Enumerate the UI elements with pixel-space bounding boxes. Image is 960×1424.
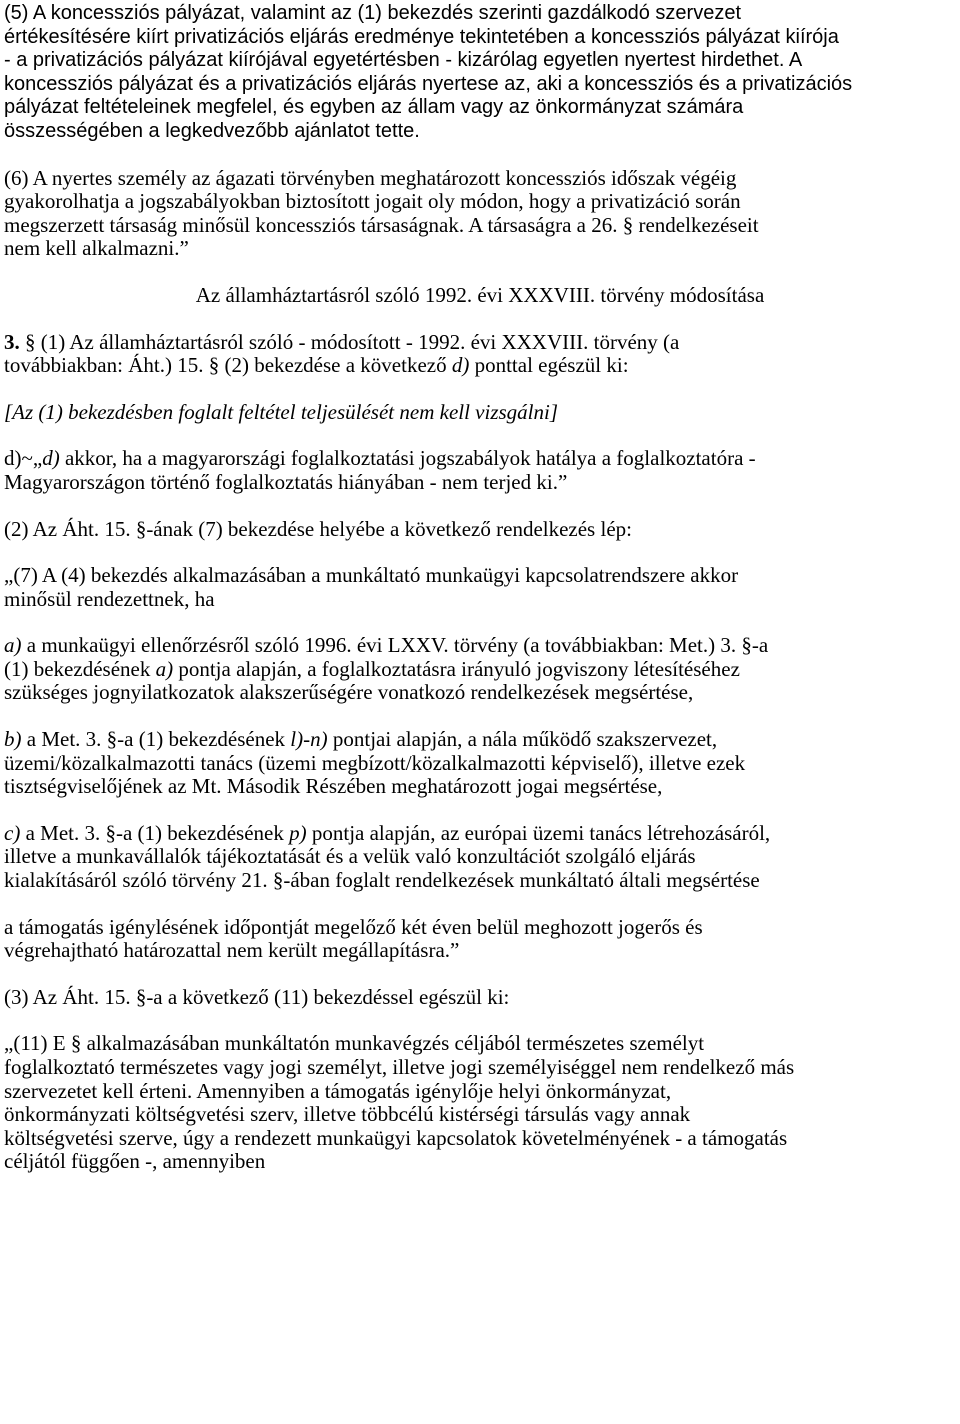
text-line: a támogatás igénylésének időpontját megelőző két éven belül meghozott jogerős és [4,914,703,939]
text-line: minősül rendezettnek, ha [4,586,215,611]
text-line [4,354,956,378]
text-span: pontja alapján, az európai üzemi tanács létrehozásáról, [306,820,771,845]
point-label: d) [451,353,470,378]
text-line: koncessziós pályázat és a privatizációs eljárás nyertese az, aki a koncessziós és a privatizációs [4,72,853,95]
text-line [4,331,956,355]
text-line: „(7) A (4) bekezdés alkalmazásában a munkáltató munkaügyi kapcsolatrendszere akkor [4,563,739,588]
text-span: a Met. 3. §-a (1) bekezdésének [20,820,290,845]
text-span: ponttal egészül ki: [469,353,629,378]
point-c [4,822,956,893]
section-number: 3. [4,329,20,354]
point-a [4,634,956,705]
text-line [4,634,956,658]
text-line: végrehajtható határozattal nem került megállapításra.” [4,938,460,963]
text-line: (5) A koncessziós pályázat, valamint az (1) bekezdés szerinti gazdálkodó szervezet [4,2,742,24]
point-label: b) [4,727,22,752]
text-line: pályázat feltételeinek megfelel, és egyben az állam vagy az önkormányzat számára [4,96,744,119]
text-line: - a privatizációs pályázat kiírójával egyetértésben - kizárólag egyetlen nyertest hirdethet. A [4,49,803,72]
section-3-paragraph-1 [4,331,956,378]
section-3-paragraph-3: (3) Az Áht. 15. §-a a következő (11) bekezdéssel egészül ki: [4,984,510,1009]
text-span: d)~„ [4,446,43,471]
text-line: üzemi/közalkalmazotti tanács (üzemi megbízott/közalkalmazotti képviselő), illetve ezek [4,750,746,775]
text-line: illetve a munkavállalók tájékoztatását és a velük való konzultációt szolgáló eljárás [4,844,696,869]
paragraph-6 [4,167,956,261]
text-span: továbbiakban: Áht.) 15. § (2) bekezdése a következő [4,353,452,378]
text-span: pontja alapján, a foglalkoztatásra irányuló jogviszony létesítéséhez [173,656,740,681]
point-label: a) [155,656,174,681]
text-line: megszerzett társaság minősül koncessziós társaságnak. A társaságra a 26. § rendelkezéseit [4,212,759,237]
text-line: költségvetési szerve, úgy a rendezett munkaügyi kapcsolatok követelményének - a támogatás [4,1125,788,1150]
text-line: céljától függően -, amennyiben [4,1149,266,1174]
point-label: l)-n) [290,727,328,752]
section-heading: Az államháztartásról szóló 1992. évi XXXVIII. törvény módosítása [195,282,765,307]
point-b [4,728,956,799]
text-span: pontjai alapján, a nála működő szakszervezet, [327,727,718,752]
text-line: kialakításáról szóló törvény 21. §-ában foglalt rendelkezések munkáltató általi megsértése [4,868,760,893]
text-line: „(11) E § alkalmazásában munkáltatón munkavégzés céljából természetes személyt [4,1031,705,1056]
text-line: értékesítésére kiírt privatizációs eljárás eredménye tekintetében a koncessziós pályázat kiírója [4,25,839,48]
text-line: nem kell alkalmazni.” [4,236,189,261]
text-line [4,658,956,682]
point-label: d) [42,446,60,471]
text-span: a munkaügyi ellenőrzésről szóló 1996. évi LXXV. törvény (a továbbiakban: Met.) 3. §-a [21,633,769,658]
text-line: gyakorolhatja a jogszabályokban biztosított jogait oly módon, hogy a privatizáció során [4,189,741,214]
text-line: (6) A nyertes személy az ágazati törvényben meghatározott koncessziós időszak végéig [4,165,737,190]
text-span: akkor, ha a magyarországi foglalkoztatási jogszabályok hatálya a foglalkoztatóra - [59,446,756,471]
text-span: (1) bekezdésének [4,656,156,681]
text-line [4,447,956,471]
paragraph-7 [4,564,956,611]
text-line: összességében a legkedvezőbb ajánlatot tette. [4,119,420,142]
support-clause [4,916,956,963]
text-line: szervezetet kell érteni. Amennyiben a támogatás igénylője helyi önkormányzat, [4,1078,672,1103]
text-line: tisztségviselőjének az Mt. Második Részében meghatározott jogai megsértése, [4,774,663,799]
text-line [4,728,956,752]
text-line: önkormányzati költségvetési szerv, illetve többcélú kistérségi társulás vagy annak [4,1102,691,1127]
point-label: p) [289,820,307,845]
paragraph-5 [4,2,956,144]
text-line: foglalkoztató természetes vagy jogi személyt, illetve jogi személyiséggel nem rendelkező más [4,1055,795,1079]
point-label: c) [4,820,21,845]
section-3-paragraph-2: (2) Az Áht. 15. §-ának (7) bekezdése helyébe a következő rendelkezés lép: [4,516,632,541]
text-line [4,822,956,846]
text-line: szükséges jognyilatkozatok alakszerűségére vonatkozó rendelkezések megsértése, [4,680,694,705]
point-d [4,447,956,494]
paragraph-11 [4,1032,956,1174]
text-line: Magyarországon történő foglalkoztatás hiányában - nem terjed ki.” [4,469,568,494]
text-span: § (1) Az államháztartásról szóló - módosított - 1992. évi XXXVIII. törvény (a [19,329,680,354]
text-span: a Met. 3. §-a (1) bekezdésének [21,727,291,752]
bracket-note: [Az (1) bekezdésben foglalt feltétel teljesülését nem kell vizsgálni] [4,399,559,424]
point-label: a) [4,633,22,658]
